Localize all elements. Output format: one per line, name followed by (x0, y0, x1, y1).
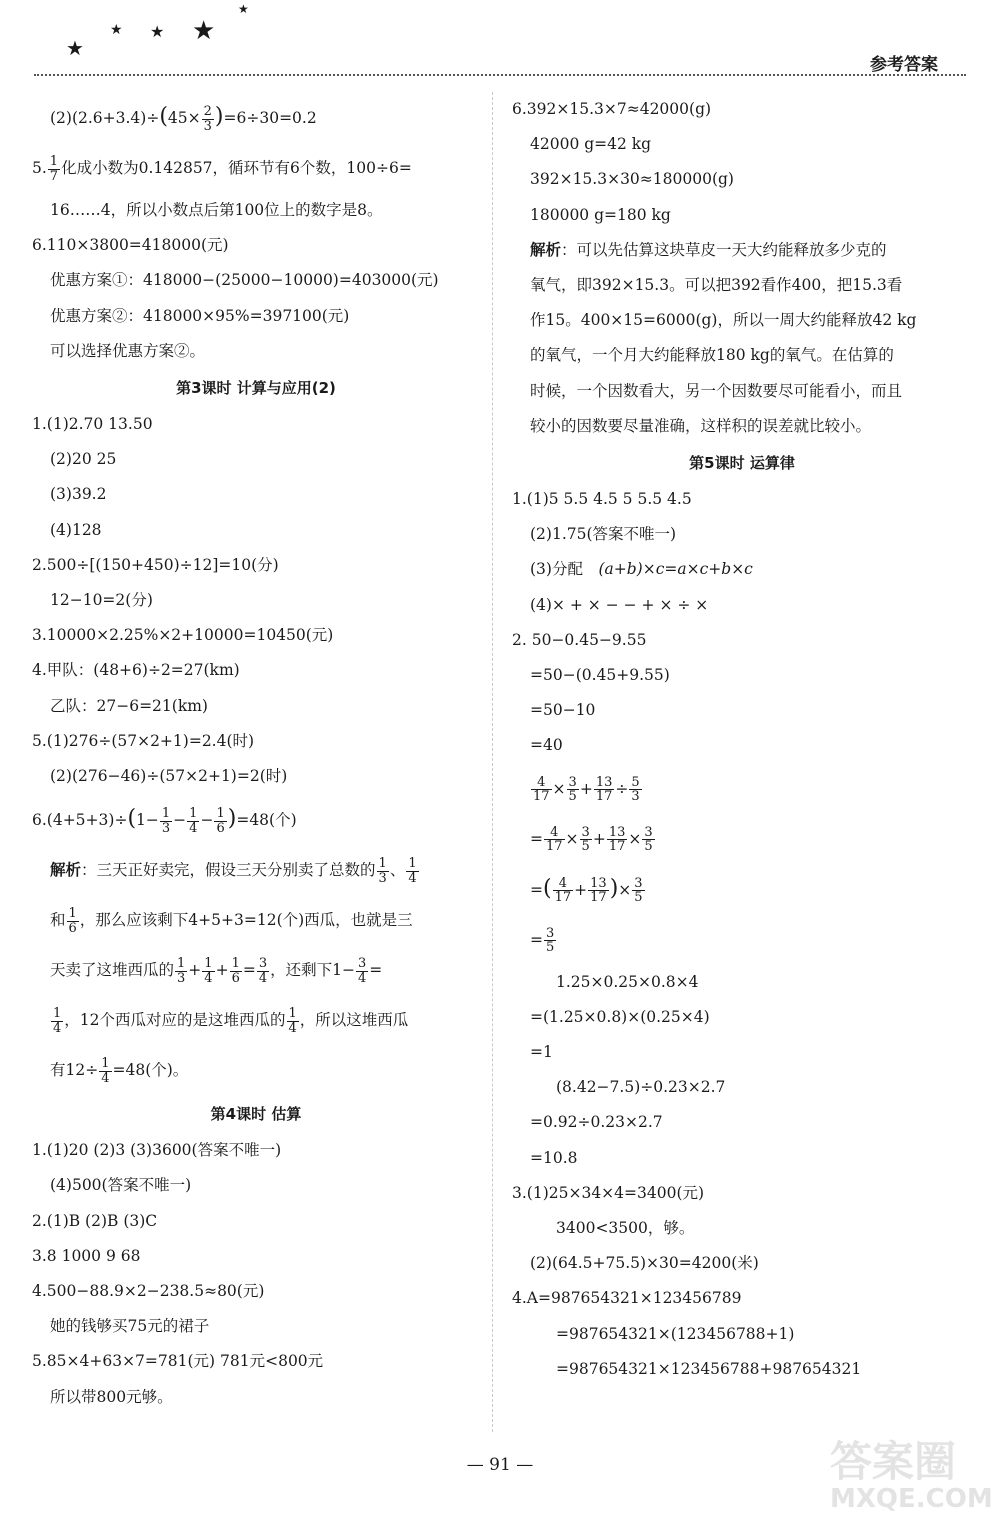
page-header (0, 0, 1000, 80)
star-icon: ★ (238, 2, 249, 16)
answer-line: =( $\frac{4}{17}$ + $\frac{13}{17}$ )× $\frac{3}{5}$ (530, 875, 643, 906)
answer-line: 可以选择优惠方案②。 (50, 341, 206, 360)
answer-line: =40 (530, 736, 563, 755)
answer-line: 16……4，所以小数点后第100位上的数字是8。 (50, 201, 383, 219)
answer-line: 2. 50−0.45−9.55 (512, 630, 647, 649)
answer-line: 2.(1)B (2)B (3)C (32, 1211, 158, 1230)
analysis-line: 解析：可以先估算这块草皮一天大约能释放多少克的 (530, 240, 887, 259)
answer-line: =987654321×123456788+987654321 (556, 1359, 862, 1378)
analysis-line: 解析：三天正好卖完，假设三天分别卖了总数的 $\frac{1}{3}$ 、 $\frac{1}{4}$ (50, 856, 417, 886)
fraction: $\frac{2}{3}$ (203, 103, 212, 134)
star-icon: ★ (66, 36, 84, 60)
answer-line: 6.(4+5+3)÷(1− $\frac{1}{3}$ − $\frac{1}{4}$ − $\frac{1}{6}$ )=48(个) (32, 806, 297, 836)
answer-line: 优惠方案①：418000−(25000−10000)=403000(元) (50, 271, 439, 290)
answer-line: 1.(1)2.70 13.50 (32, 415, 153, 434)
section-title: 第5课时 运算律 (689, 454, 795, 473)
section-title: 第4课时 估算 (210, 1105, 302, 1124)
header-divider (34, 74, 966, 78)
answer-line: 3.10000×2.25%×2+10000=10450(元) (32, 626, 334, 645)
answer-line: = $\frac{4}{17}$ × $\frac{3}{5}$ + $\frac{13}{17}$ × $\frac{3}{5}$ (530, 824, 653, 855)
answer-line: 乙队：27−6=21(km) (50, 696, 208, 715)
answer-line: 2.500÷[(150+450)÷12]=10(分) (32, 555, 279, 574)
answer-line: 6.110×3800=418000(元) (32, 236, 229, 255)
analysis-line: 的氧气，一个月大约能释放180 kg的氧气。在估算的 (530, 346, 894, 365)
analysis-line: 天卖了这堆西瓜的 $\frac{1}{3}$ + $\frac{1}{4}$ + $\frac{1}{6}$ = $\frac{3}{4}$ ，还剩下1− $\frac{3}{4}$ = (50, 956, 383, 986)
answer-line: 4.甲队：(48+6)÷2=27(km) (32, 661, 240, 680)
answer-line: =0.92÷0.23×2.7 (530, 1113, 663, 1132)
answer-line: 4.A=987654321×123456789 (512, 1289, 742, 1308)
answer-line: (3)39.2 (50, 485, 107, 504)
answer-line: 1.(1)20 (2)3 (3)3600(答案不唯一) (32, 1141, 282, 1160)
analysis-line: 氧气，即392×15.3。可以把392看作400，把15.3看 (530, 276, 903, 295)
fraction: $\frac{1}{7}$ (49, 153, 59, 184)
answer-line: 12−10=2(分) (50, 591, 153, 610)
analysis-line: 较小的因数要尽量准确，这样积的误差就比较小。 (530, 416, 872, 435)
header-title: 参考答案 (870, 55, 938, 75)
answer-line: =987654321×(123456788+1) (556, 1324, 795, 1343)
answer-line: 180000 g=180 kg (530, 205, 671, 224)
answer-line: (2)20 25 (50, 450, 117, 469)
right-column (512, 92, 972, 1387)
answer-line: 她的钱够买75元的裙子 (50, 1317, 210, 1336)
star-icon: ★ (110, 22, 123, 38)
left-column (32, 92, 480, 1415)
answer-line: = $\frac{3}{5}$ (530, 925, 555, 956)
page-number: — 91 — (466, 1455, 534, 1475)
analysis-line: 时候，一个因数看大，另一个因数要尽可能看小，而且 (530, 381, 903, 400)
answer-line: =1 (530, 1043, 553, 1062)
answer-line: =(1.25×0.8)×(0.25×4) (530, 1007, 710, 1026)
watermark (830, 1437, 993, 1520)
analysis-line: 和 $\frac{1}{6}$ ，那么应该剩下4+5+3=12(个)西瓜，也就是三 (50, 906, 413, 936)
answer-line: 优惠方案②：418000×95%=397100(元) (50, 306, 350, 325)
answer-line: (4)× + × − − + × ÷ × (530, 595, 709, 614)
answer-line: 5. $\frac{1}{7}$ 化成小数为0.142857，循环节有6个数，100÷6= (32, 153, 412, 184)
answer-line: 1.(1)5 5.5 4.5 5 5.5 4.5 (512, 490, 692, 509)
answer-line: =50−10 (530, 701, 596, 720)
answer-line: $\frac{4}{17}$ × $\frac{3}{5}$ + $\frac{13}{17}$ ÷ $\frac{5}{3}$ (533, 774, 640, 805)
answer-line: (3)分配 (a+b)×c=a×c+b×c (530, 560, 753, 579)
analysis-line: $\frac{1}{4}$ ，12个西瓜对应的是这堆西瓜的 $\frac{1}{4}$ ，所以这堆西瓜 (53, 1006, 409, 1036)
answer-line: (2)(64.5+75.5)×30=4200(米) (530, 1254, 759, 1273)
answer-line: 5.85×4+63×7=781(元) 781元<800元 (32, 1352, 324, 1371)
answer-line: 392×15.3×30≈180000(g) (530, 170, 734, 189)
column-divider (492, 92, 493, 1432)
answer-line: 3.(1)25×34×4=3400(元) (512, 1183, 705, 1202)
star-decoration (62, 2, 262, 60)
answer-line: (4)500(答案不唯一) (50, 1176, 192, 1195)
answer-line: 5.(1)276÷(57×2+1)=2.4(时) (32, 731, 255, 750)
answer-line: (4)128 (50, 520, 102, 539)
star-icon: ★ (192, 16, 216, 46)
watermark-logo: 答案圈 (830, 1437, 957, 1486)
answer-line: (2)1.75(答案不唯一) (530, 525, 677, 544)
answer-line: 42000 g=42 kg (530, 135, 652, 154)
answer-line: (8.42−7.5)÷0.23×2.7 (556, 1078, 726, 1097)
answer-line: =10.8 (530, 1148, 578, 1167)
answer-line: 所以带800元够。 (50, 1387, 173, 1406)
section-title: 第3课时 计算与应用(2) (176, 379, 336, 398)
answer-line: =50−(0.45+9.55) (530, 666, 670, 685)
answer-line: 1.25×0.25×0.8×4 (556, 972, 699, 991)
answer-line: 6.392×15.3×7≈42000(g) (512, 100, 712, 118)
answer-line: 3.8 1000 9 68 (32, 1246, 141, 1265)
analysis-line: 作15。400×15=6000(g)，所以一周大约能释放42 kg (530, 311, 917, 330)
watermark-url: MXQE.COM (830, 1484, 993, 1514)
answer-line: 4.500−88.9×2−238.5≈80(元) (32, 1282, 265, 1301)
answer-line: 3400<3500，够。 (556, 1219, 695, 1238)
answer-line: (2)(2.6+3.4)÷(45× $\frac{2}{3}$ )=6÷30=0.2 (50, 103, 317, 134)
answer-line: (2)(276−46)÷(57×2+1)=2(时) (50, 767, 288, 786)
star-icon: ★ (150, 22, 165, 41)
analysis-line: 有12÷ $\frac{1}{4}$ =48(个)。 (50, 1056, 189, 1086)
